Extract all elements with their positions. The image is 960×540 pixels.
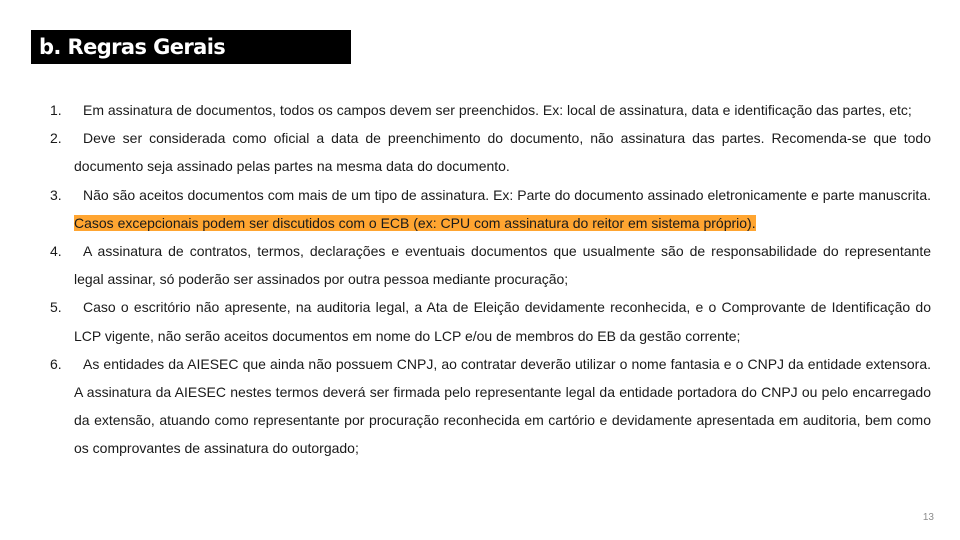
rule-item	[50, 96, 931, 124]
rule-number: 5.	[50, 299, 62, 316]
rule-text: Não são aceitos documentos com mais de um tipo de assinatura. Ex: Parte do documento assinado eletronicamente e parte manuscrita.	[83, 186, 931, 203]
rule-text: Deve ser considerada como oficial a data de preenchimento do documento, não assinatura das partes. Recomenda-se que todo documento seja assinado pelas partes na mesma data do documento.	[74, 130, 931, 175]
rule-item	[50, 237, 931, 293]
rule-item	[50, 124, 931, 180]
rule-item	[50, 181, 931, 237]
rule-text: As entidades da AIESEC que ainda não possuem CNPJ, ao contratar deverão utilizar o nome fantasia e o CNPJ da entidade extensora. A assinatura da AIESEC nestes termos deverá ser firmada pelo representante legal da entidade portadora do CNPJ ou pelo encarregado da extensão, atuando como representante por procuração reconhecida em cartório e devidamente apresentada em auditoria, bem como os comprovantes de assinatura do outorgado;	[74, 355, 931, 457]
rule-text: Caso o escritório não apresente, na auditoria legal, a Ata de Eleição devidamente reconhecida, e o Comprovante de Identificação do LCP vigente, não serão aceitos documentos em nome do LCP e/ou de membros do EB da gestão corrente;	[74, 299, 931, 344]
rule-number: 3.	[50, 186, 62, 203]
rule-number: 2.	[50, 130, 62, 147]
rule-text: Em assinatura de documentos, todos os campos devem ser preenchidos. Ex: local de assinatura, data e identificação das partes, etc;	[83, 102, 912, 118]
highlighted-rule-text: Casos excepcionais podem ser discutidos com o ECB (ex: CPU com assinatura do reitor em sistema próprio).	[74, 214, 756, 231]
rule-number: 1.	[50, 102, 62, 118]
slide-title-bar	[31, 30, 351, 64]
page-number: 13	[922, 512, 934, 523]
rule-number: 6.	[50, 355, 62, 372]
rule-text: A assinatura de contratos, termos, declarações e eventuais documentos que usualmente são de responsabilidade do representante legal assinar, só poderão ser assinados por outra pessoa mediante procuração;	[74, 243, 931, 288]
rules-list	[50, 96, 931, 463]
rule-item	[50, 350, 931, 463]
slide-title: b. Regras Gerais	[39, 35, 226, 59]
rule-number: 4.	[50, 243, 62, 260]
rule-item	[50, 293, 931, 349]
